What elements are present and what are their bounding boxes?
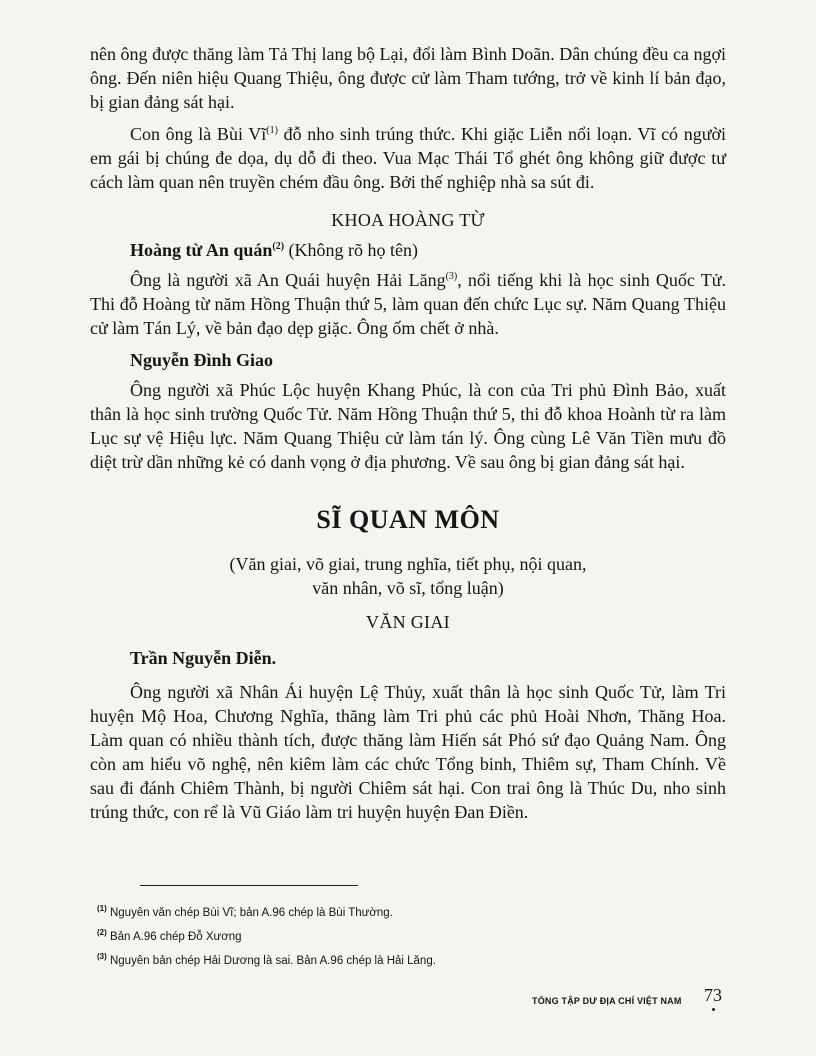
entry-name-nguyen-dinh-giao: Nguyễn Đình Giao: [130, 350, 274, 370]
footnote-ref-3: (3): [445, 271, 458, 282]
footnote-2-mark: (2): [97, 928, 107, 938]
section-subtitle-line1: (Văn giai, võ giai, trung nghĩa, tiết phụ, nội quan,: [229, 554, 587, 574]
entry1-text-start: Ông là người xã An Quái huyện Hải Lăng: [130, 270, 446, 290]
entry3-paragraph: Ông người xã Nhân Ái huyện Lệ Thủy, xuất thân là học sinh Quốc Tử, làm Tri huyện Mộ Hoa, Chương Nghĩa, thăng làm Tri phủ các phủ Hoài Nhơn, Thăng Hoa. Làm quan có nhiều thành tích, được thăng làm Hiến sát Phó sứ đạo Quảng Nam. Ông còn am hiểu võ nghệ, nên kiêm làm các chức Tổng binh, Thiêm sự, Tham Chính. Về sau đi đánh Chiêm Thành, bị người Chiêm sát hại. Con trai ông là Thúc Du, nho sinh trúng thức, con rể là Vũ Giáo làm tri huyện huyện Đan Điền.: [90, 682, 726, 822]
footnote-ref-2: (2): [272, 241, 285, 252]
footnote-2: [97, 930, 242, 944]
footnote-divider: [140, 885, 358, 886]
footnote-3: [97, 954, 436, 968]
main-text-block: [90, 42, 726, 824]
intro-paragraph: nên ông được thăng làm Tả Thị lang bộ Lại, đổi làm Bình Doãn. Dân chúng đều ca ngợi ông. Đến niên hiệu Quang Thiệu, ông được cử làm Tham tướng, trở về kinh lí bản đạo, bị gian đảng sát hại.: [90, 44, 726, 112]
footnote-1: [97, 906, 393, 920]
page-number: 73: [704, 985, 722, 1005]
bui-vi-text-start: Con ông là Bùi Vĩ: [130, 124, 267, 144]
entry2-paragraph: Ông người xã Phúc Lộc huyện Khang Phúc, là con của Tri phủ Đình Bảo, xuất thân là học sinh trường Quốc Tử. Năm Hồng Thuận thứ 5, thi đỗ khoa Hoành từ ra làm Lục sự vệ Hiệu lực. Năm Quang Thiệu cử làm tán lý. Ông cùng Lê Văn Tiền mưu đồ diệt trừ dần những kẻ có danh vọng ở địa phương. Về sau ông bị gian đảng sát hại.: [90, 380, 726, 472]
footnote-1-mark: (1): [97, 904, 107, 914]
section-subtitle-line2: văn nhân, võ sĩ, tổng luận): [312, 578, 504, 598]
entry-name-tran-nguyen-dien: Trần Nguyễn Diễn.: [130, 648, 277, 668]
section-title-si-quan-mon: SĨ QUAN MÔN: [316, 505, 500, 534]
entry1-paragraph: [90, 268, 726, 340]
subheading-van-giai: VĂN GIAI: [366, 612, 450, 632]
footnote-1-text: Nguyên văn chép Bùi Vĩ; bản A.96 chép là Bùi Thường.: [106, 907, 393, 919]
entry1-text-end: , nổi tiếng khi là học sinh Quốc Tử. Thi đỗ Hoàng từ năm Hồng Thuận thứ 5, làm quan đến chức Lục sự. Năm Quang Thiệu cử làm Tán Lý, về bản đạo dẹp giặc. Ông ốm chết ở nhà.: [90, 270, 726, 338]
footnote-3-text: Nguyên bản chép Hải Dương là sai. Bản A.96 chép là Hải Lăng.: [106, 955, 436, 967]
entry-name-hoang-tu-an-quan: [90, 238, 726, 262]
entry1-note: (Không rõ họ tên): [284, 240, 419, 260]
print-dot-mark: [712, 1008, 715, 1011]
footnote-2-text: Bản A.96 chép Đỗ Xương: [106, 931, 242, 943]
running-footer-title: TỔNG TẬP DƯ ĐỊA CHÍ VIỆT NAM: [532, 996, 682, 1006]
bui-vi-paragraph: [90, 122, 726, 194]
entry1-name: Hoàng từ An quán: [130, 240, 273, 260]
section-heading-khoa-hoang-tu: KHOA HOÀNG TỪ: [331, 210, 485, 230]
footnote-ref-1: (1): [266, 125, 278, 136]
bui-vi-text-end: đỗ nho sinh trúng thức. Khi giặc Liễn nổi loạn. Vĩ có người em gái bị chúng đe dọa, dụ dỗ đi theo. Vua Mạc Thái Tổ ghét ông không giữ được tư cách làm quan nên truyền chém đầu ông. Bởi thế nghiệp nhà sa sút đi.: [90, 124, 726, 192]
footnote-3-mark: (3): [97, 952, 107, 962]
